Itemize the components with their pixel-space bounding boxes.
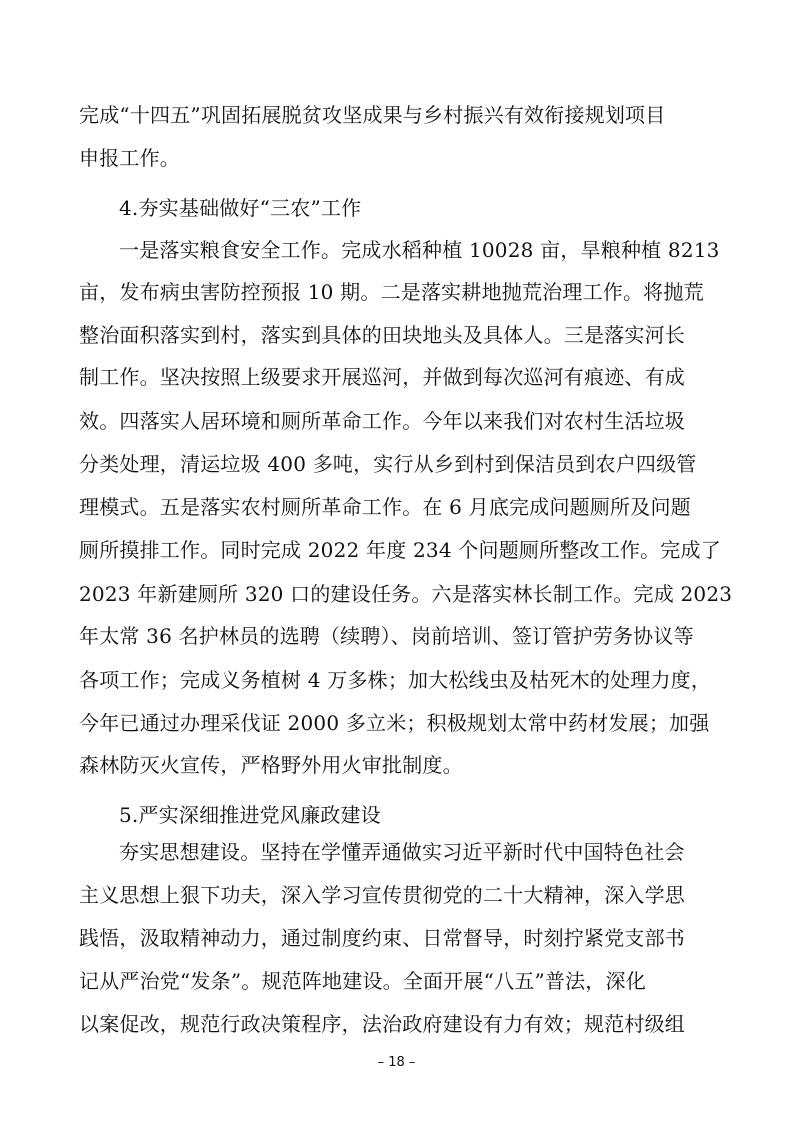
body-text-line: 各项工作；完成义务植树 4 万多株；加大松线虫及枯死木的处理力度， (79, 668, 712, 692)
body-text-line: 2023 年新建厕所 320 口的建设任务。六是落实林长制工作。完成 2023 (79, 582, 733, 606)
body-text-line: 森林防灭火宣传，严格野外用火审批制度。 (79, 753, 463, 777)
body-text-line: 完成“十四五”巩固拓展脱贫攻坚成果与乡村振兴有效衔接规划项目 (79, 103, 666, 127)
body-text-line: 践悟，汲取精神动力，通过制度约束、日常督导，时刻拧紧党支部书 (79, 926, 685, 950)
body-text-line: 制工作。坚决按照上级要求开展巡河，并做到每次巡河有痕迹、有成 (79, 365, 685, 389)
body-text-line: 亩，发布病虫害防控预报 10 期。二是落实耕地抛荒治理工作。将抛荒 (79, 280, 704, 304)
body-text-line: 效。四落实人居环境和厕所革命工作。今年以来我们对农村生活垃圾 (79, 409, 685, 433)
body-text-line: 厕所摸排工作。同时完成 2022 年度 234 个问题厕所整改工作。完成了 (79, 538, 721, 562)
body-text-line: 夯实思想建设。坚持在学懂弄通做实习近平新时代中国特色社会 (119, 840, 685, 864)
page-number: – 18 – (377, 1055, 416, 1070)
section-heading: 4.夯实基础做好“三农”工作 (119, 196, 362, 220)
body-text-line: 主义思想上狠下功夫，深入学习宣传贯彻党的二十大精神，深入学思 (79, 883, 685, 907)
body-text-line: 今年已通过办理采伐证 2000 多立米；积极规划太常中药材发展；加强 (79, 711, 710, 735)
body-text-line: 一是落实粮食安全工作。完成水稻种植 10028 亩，旱粮种植 8213 (119, 238, 720, 262)
body-text-line: 理模式。五是落实农村厕所革命工作。在 6 月底完成问题厕所及问题 (79, 495, 691, 519)
body-text-line: 分类处理，清运垃圾 400 多吨，实行从乡到村到保洁员到农户四级管 (79, 452, 697, 476)
section-heading: 5.严实深细推进党风廉政建设 (119, 803, 381, 827)
body-text-line: 申报工作。 (79, 146, 180, 170)
body-text-line: 记从严治党“发条”。规范阵地建设。全面开展“八五”普法，深化 (79, 969, 646, 993)
body-text-line: 以案促改，规范行政决策程序，法治政府建设有力有效；规范村级组 (79, 1012, 685, 1036)
body-text-line: 整治面积落实到村，落实到具体的田块地头及具体人。三是落实河长 (79, 323, 685, 347)
body-text-line: 年太常 36 名护林员的选聘（续聘）、岗前培训、签订管护劳务协议等 (79, 624, 694, 648)
